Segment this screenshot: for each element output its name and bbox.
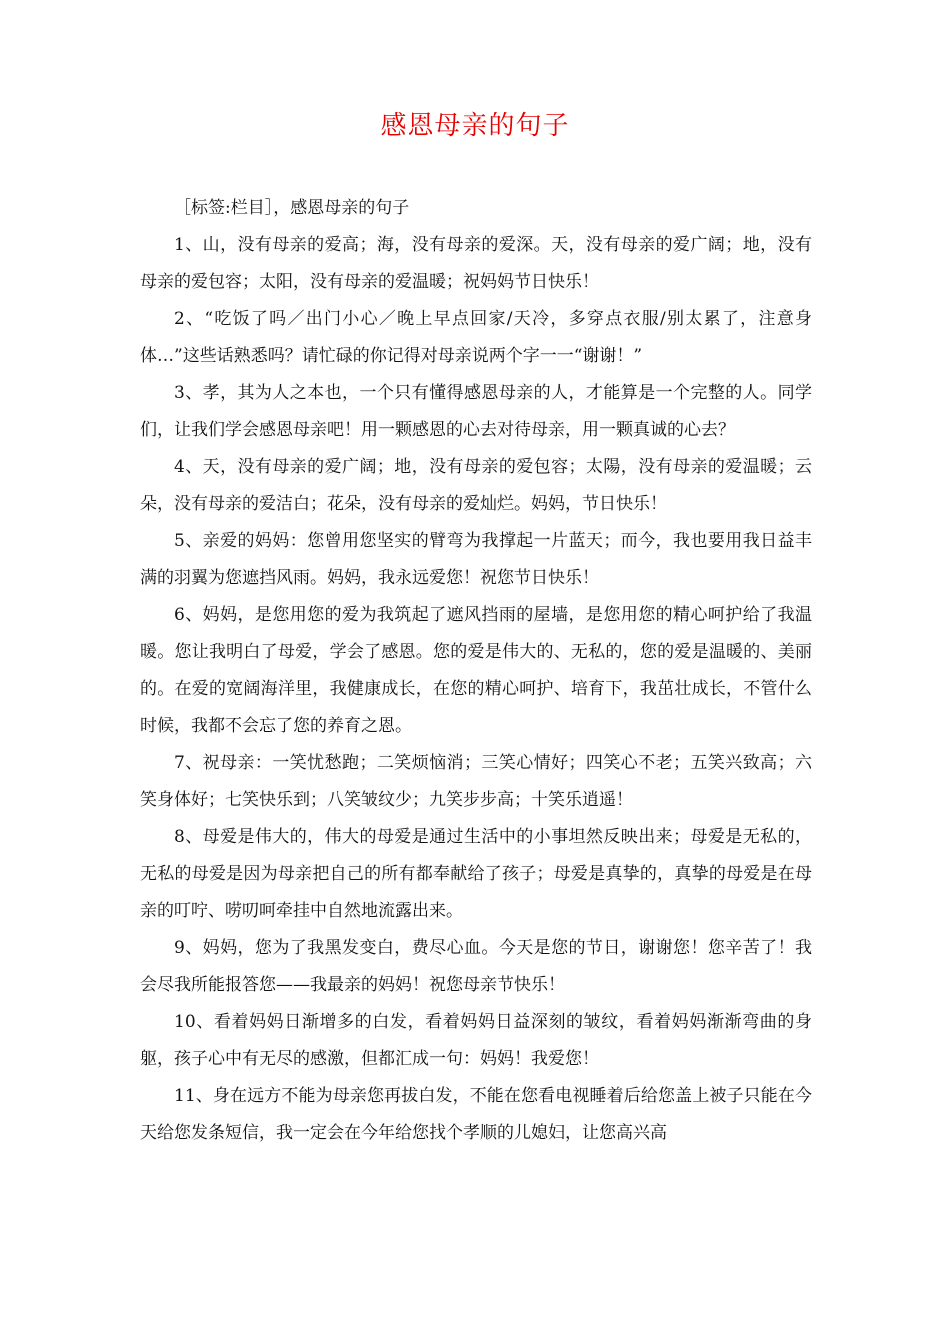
paragraph-10: 10、看着妈妈日渐增多的白发，看着妈妈日益深刻的皱纹，看着妈妈渐渐弯曲的身躯，孩子心中有无尽的感激，但都汇成一句：妈妈！我爱您！ [140,1012,812,1069]
document-title: 感恩母亲的句子 [380,111,570,141]
paragraph-9: 9、妈妈，您为了我黑发变白，费尽心血。今天是您的节日，谢谢您！您辛苦了！我会尽我所能报答您——我最亲的妈妈！祝您母亲节快乐！ [140,938,812,995]
paragraph-3: 3、孝，其为人之本也，一个只有懂得感恩母亲的人，才能算是一个完整的人。同学们，让我们学会感恩母亲吧！用一颗感恩的心去对待母亲，用一颗真诚的心去？ [140,383,812,440]
paragraph-1: 1、山，没有母亲的爱高；海，没有母亲的爱深。天，没有母亲的爱广阔；地，没有母亲的爱包容；太阳，没有母亲的爱温暖；祝妈妈节日快乐！ [140,235,812,292]
paragraph-5: 5、亲爱的妈妈：您曾用您坚实的臂弯为我撑起一片蓝天；而今，我也要用我日益丰满的羽翼为您遮挡风雨。妈妈，我永远爱您！祝您节日快乐！ [140,531,812,588]
tag-line: ［标签:栏目］，感恩母亲的句子 [174,198,410,218]
paragraph-4: 4、天，没有母亲的爱广阔；地，没有母亲的爱包容；太陽，没有母亲的爱温暖；云朵，没有母亲的爱洁白；花朵，没有母亲的爱灿烂。妈妈，节日快乐！ [140,457,812,514]
paragraph-7: 7、祝母亲：一笑忧愁跑；二笑烦恼消；三笑心情好；四笑心不老；五笑兴致高；六笑身体好；七笑快乐到；八笑皱纹少；九笑步步高；十笑乐逍遥！ [140,753,812,810]
paragraph-6: 6、妈妈，是您用您的爱为我筑起了遮风挡雨的屋墙，是您用您的精心呵护给了我温暖。您让我明白了母爱，学会了感恩。您的爱是伟大的、无私的，您的爱是温暖的、美丽的。在爱的宽阔海洋里，我健康成长，在您的精心呵护、培育下，我茁壮成长，不管什么时候，我都不会忘了您的养育之恩。 [140,605,812,736]
paragraph-2: 2、“吃饭了吗／出门小心／晚上早点回家/天冷，多穿点衣服/别太累了，注意身体…”这些话熟悉吗？请忙碌的你记得对母亲说两个字一一“谢谢！” [140,309,812,366]
paragraph-8: 8、母爱是伟大的，伟大的母爱是通过生活中的小事坦然反映出来；母爱是无私的，无私的母爱是因为母亲把自己的所有都奉献给了孩子；母爱是真挚的，真挚的母爱是在母亲的叮咛、唠叨呵牵挂中自然地流露出来。 [140,827,812,921]
paragraph-11: 11、身在远方不能为母亲您再拔白发，不能在您看电视睡着后给您盖上被子只能在今天给您发条短信，我一定会在今年给您找个孝顺的儿媳妇，让您高兴高 [140,1086,812,1143]
document-body [140,190,812,1152]
